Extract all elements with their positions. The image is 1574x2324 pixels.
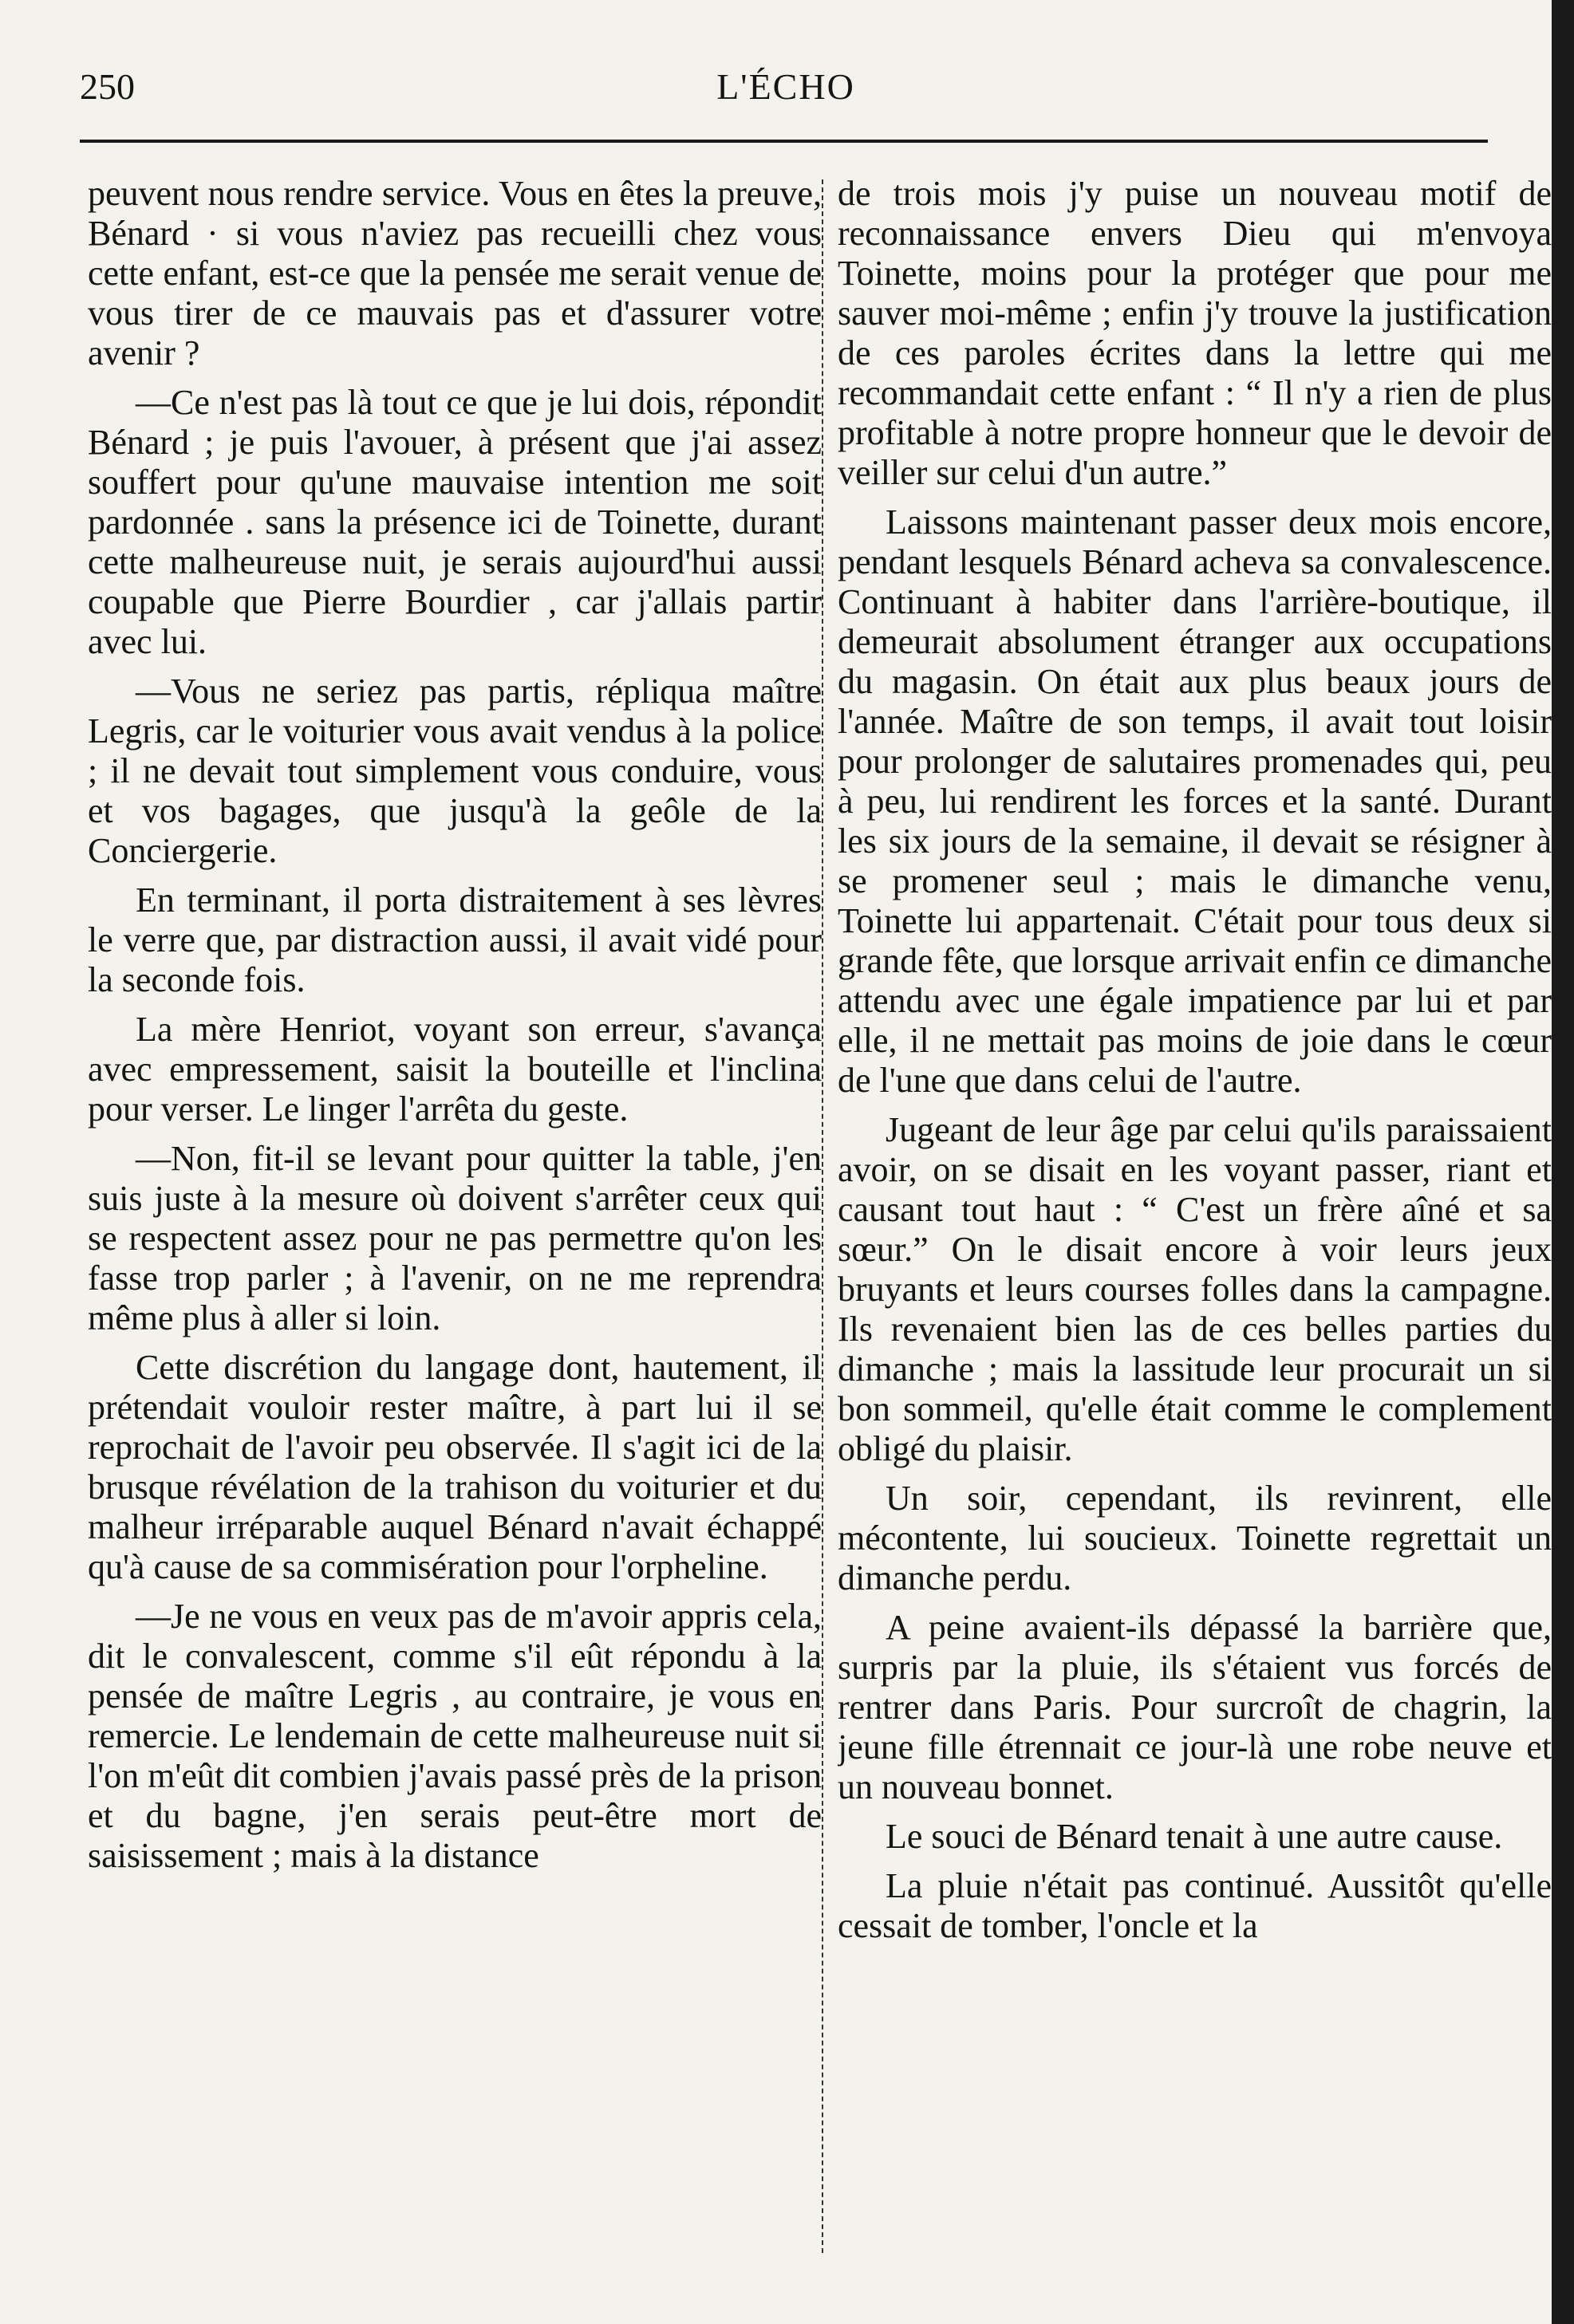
scan-edge-shadow xyxy=(1552,0,1574,2324)
left-column xyxy=(88,174,822,2279)
running-title: L'ÉCHO xyxy=(716,66,855,107)
paragraph: Laissons maintenant passer deux mois encore, pendant lesquels Bénard acheva sa convalescence. Continuant à habiter dans l'arrière-boutique, il demeurait absolument étranger aux occupations du magasin. On était aux plus beaux jours de l'année. Maître de son temps, il avait tout loisir pour prolonger de salutaires promenades qui, peu à peu, lui rendirent les forces et la santé. Durant les six jours de la semaine, il devait se résigner à se promener seul ; mais le dimanche venu, Toinette lui appartenait. C'était pour tous deux si grande fête, que lorsque arrivait enfin ce dimanche attendu avec une égale impatience par lui et par elle, il ne mettait pas moins de joie dans le cœur de l'une que dans celui de l'autre. xyxy=(838,502,1552,1100)
paragraph: peuvent nous rendre service. Vous en êtes la preuve, Bénard · si vous n'aviez pas recueilli chez vous cette enfant, est-ce que la pensée me serait venue de vous tirer de ce mauvais pas et d'assurer votre avenir ? xyxy=(88,174,822,372)
page-header xyxy=(80,65,1492,121)
header-rule xyxy=(80,140,1488,143)
paragraph: —Ce n'est pas là tout ce que je lui dois, répondit Bénard ; je puis l'avouer, à présent que j'ai assez souffert pour qu'une mauvaise intention me soit pardonnée . sans la présence ici de Toinette, durant cette malheureuse nuit, je serais aujourd'hui aussi coupable que Pierre Bourdier , car j'allais partir avec lui. xyxy=(88,383,822,661)
paragraph: Le souci de Bénard tenait à une autre cause. xyxy=(886,1817,1503,1856)
paragraph: de trois mois j'y puise un nouveau motif de reconnaissance envers Dieu qui m'envoya Toinette, moins pour la protéger que pour me sauver moi-même ; enfin j'y trouve la justification de ces paroles écrites dans la lettre qui me recommandait cette enfant : “ Il n'y a rien de plus profitable à notre propre honneur que le devoir de veiller sur celui d'un autre.” xyxy=(838,174,1552,492)
paragraph: En terminant, il porta distraitement à ses lèvres le verre que, par distraction aussi, il avait vidé pour la seconde fois. xyxy=(88,880,822,999)
paragraph: La pluie n'était pas continué. Aussitôt qu'elle cessait de tomber, l'oncle et la xyxy=(838,1866,1552,1945)
page-number: 250 xyxy=(80,66,135,107)
paragraph: Jugeant de leur âge par celui qu'ils paraissaient avoir, on se disait en les voyant passer, riant et causant tout haut : “ C'est un frère aîné et sa sœur.” On le disait encore à voir leurs jeux bruyants et leurs courses folles dans la campagne. Ils revenaient bien las de ces belles parties du dimanche ; mais la lassitude leur procurait un si bon sommeil, qu'elle était comme le complement obligé du plaisir. xyxy=(838,1110,1552,1468)
column-divider xyxy=(822,179,823,2253)
paragraph: —Vous ne seriez pas partis, répliqua maître Legris, car le voiturier vous avait vendus à la police ; il ne devait tout simplement vous conduire, vous et vos bagages, que jusqu'à la geôle de la Conciergerie. xyxy=(88,672,822,870)
right-column xyxy=(838,174,1552,2279)
paragraph: Cette discrétion du langage dont, hautement, il prétendait vouloir rester maître, à part lui il se reprochait de l'avoir peu observée. Il s'agit ici de la brusque révélation de la trahison du voiturier et du malheur irréparable auquel Bénard n'avait échappé qu'à cause de sa commisération pour l'orpheline. xyxy=(88,1348,822,1586)
paragraph: Un soir, cependant, ils revinrent, elle mécontente, lui soucieux. Toinette regrettait un dimanche perdu. xyxy=(838,1479,1552,1597)
paragraph: —Je ne vous en veux pas de m'avoir appris cela, dit le convalescent, comme s'il eût répondu à la pensée de maître Legris , au contraire, je vous en remercie. Le lendemain de cette malheureuse nuit si l'on m'eût dit combien j'avais passé près de la prison et du bagne, j'en serais peut-être mort de saisissement ; mais à la distance xyxy=(88,1597,822,1875)
paragraph: La mère Henriot, voyant son erreur, s'avança avec empressement, saisit la bouteille et l'inclina pour verser. Le linger l'arrêta du geste. xyxy=(88,1010,822,1129)
paragraph: —Non, fit-il se levant pour quitter la table, j'en suis juste à la mesure où doivent s'arrêter ceux qui se respectent assez pour ne pas permettre qu'on les fasse trop parler ; à l'avenir, on ne me reprendra même plus à aller si loin. xyxy=(88,1139,822,1337)
paragraph: A peine avaient-ils dépassé la barrière que, surpris par la pluie, ils s'étaient vus forcés de rentrer dans Paris. Pour surcroît de chagrin, la jeune fille étrennait ce jour-là une robe neuve et un nouveau bonnet. xyxy=(838,1608,1552,1806)
